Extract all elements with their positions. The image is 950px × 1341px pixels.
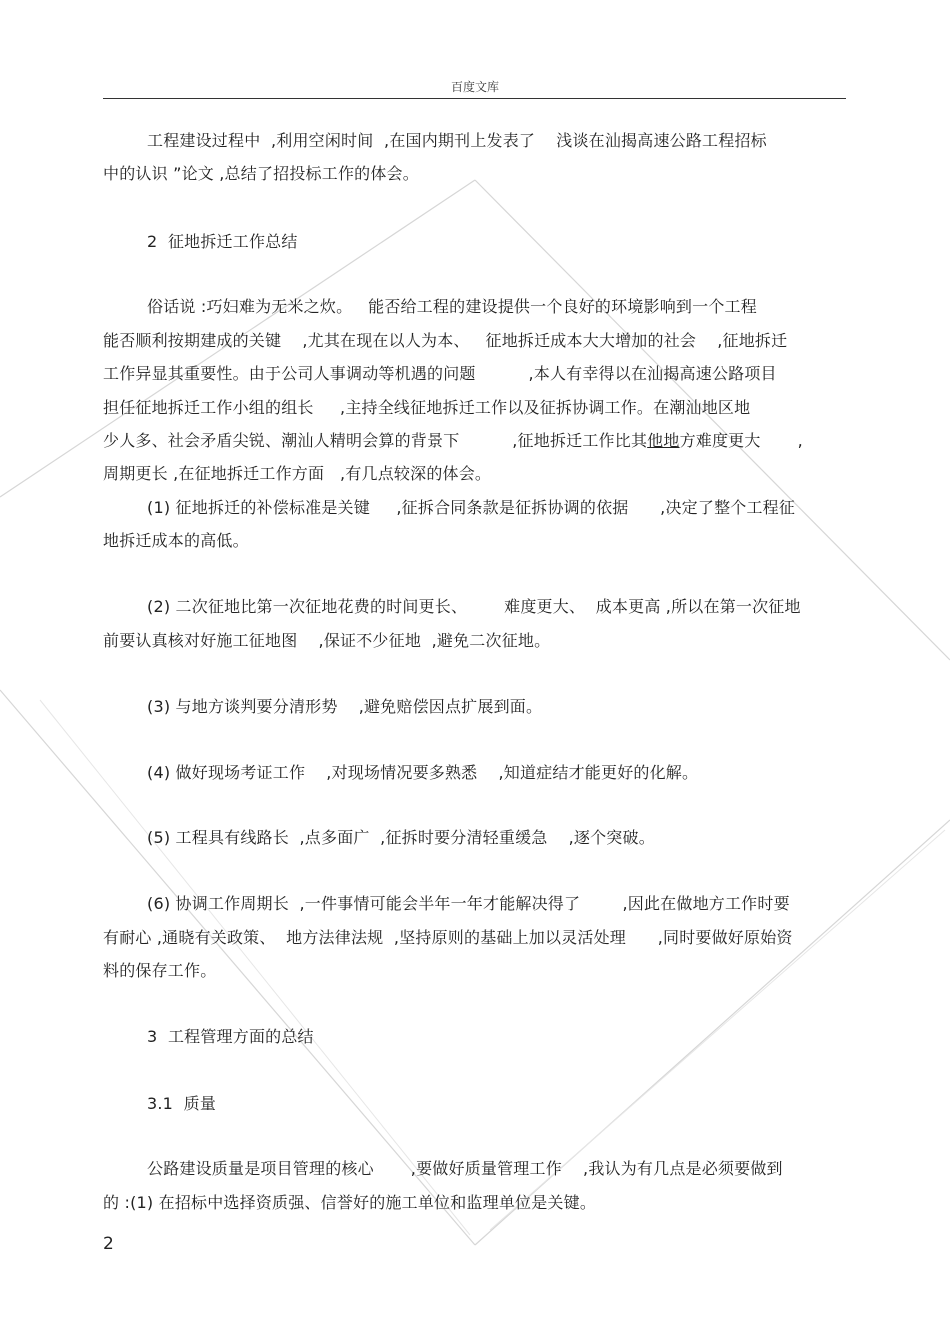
body-line: 地拆迁成本的高低。 (103, 531, 249, 550)
body-line: 公路建设质量是项目管理的核心 ,要做好质量管理工作 ,我认为有几点是必须要做到 (147, 1159, 783, 1178)
body-line: 能否顺利按期建成的关键 ,尤其在现在以人为本、 征地拆迁成本大大增加的社会 ,征地拆迁 (103, 331, 788, 350)
body-line: 工程建设过程中 ,利用空闲时间 ,在国内期刊上发表了 浅谈在汕揭高速公路工程招标 (147, 131, 767, 150)
body-line: 前要认真核对好施工征地图 ,保证不少征地 ,避免二次征地。 (103, 631, 551, 650)
text-span: 方难度更大 , (679, 431, 803, 450)
body-line: 俗话说 :巧妇难为无米之炊。 能否给工程的建设提供一个良好的环境影响到一个工程 (147, 297, 757, 316)
body-line: 中的认识 ”论文 ,总结了招投标工作的体会。 (103, 164, 419, 183)
subsection-heading: 3.1 质量 (147, 1094, 217, 1113)
body-line: 周期更长 ,在征地拆迁工作方面 ,有几点较深的体会。 (103, 464, 492, 483)
body-line: 料的保存工作。 (103, 961, 217, 980)
body-line: 担任征地拆迁工作小组的组长 ,主持全线征地拆迁工作以及征拆协调工作。在潮汕地区地 (103, 398, 751, 417)
page-number: 2 (103, 1234, 114, 1254)
underlined-text: 他地 (647, 431, 680, 450)
list-item: (2) 二次征地比第一次征地花费的时间更长、 难度更大、 成本更高 ,所以在第一次征地 (147, 597, 801, 616)
body-line: 有耐心 ,通晓有关政策、 地方法律法规 ,坚持原则的基础上加以灵活处理 ,同时要做好原始资 (103, 928, 793, 947)
section-heading: 2 征地拆迁工作总结 (147, 232, 298, 251)
list-item: (1) 征地拆迁的补偿标准是关键 ,征拆合同条款是征拆协调的依据 ,决定了整个工程征 (147, 498, 796, 517)
header-divider (103, 98, 846, 99)
body-line: 工作异显其重要性。由于公司人事调动等机遇的问题 ,本人有幸得以在汕揭高速公路项目 (103, 364, 777, 383)
text-span: 少人多、社会矛盾尖锐、潮汕人精明会算的背景下 ,征地拆迁工作比其 (103, 431, 648, 450)
list-item: (3) 与地方谈判要分清形势 ,避免赔偿因点扩展到面。 (147, 697, 543, 716)
list-item: (4) 做好现场考证工作 ,对现场情况要多熟悉 ,知道症结才能更好的化解。 (147, 763, 699, 782)
body-line (103, 431, 848, 451)
list-item: (5) 工程具有线路长 ,点多面广 ,征拆时要分清轻重缓急 ,逐个突破。 (147, 828, 655, 847)
section-heading: 3 工程管理方面的总结 (147, 1027, 314, 1046)
body-line: 的 :(1) 在招标中选择资质强、信誉好的施工单位和监理单位是关键。 (103, 1193, 597, 1212)
page-header: 百度文库 (450, 80, 499, 94)
list-item: (6) 协调工作周期长 ,一件事情可能会半年一年才能解决得了 ,因此在做地方工作时要 (147, 894, 790, 913)
